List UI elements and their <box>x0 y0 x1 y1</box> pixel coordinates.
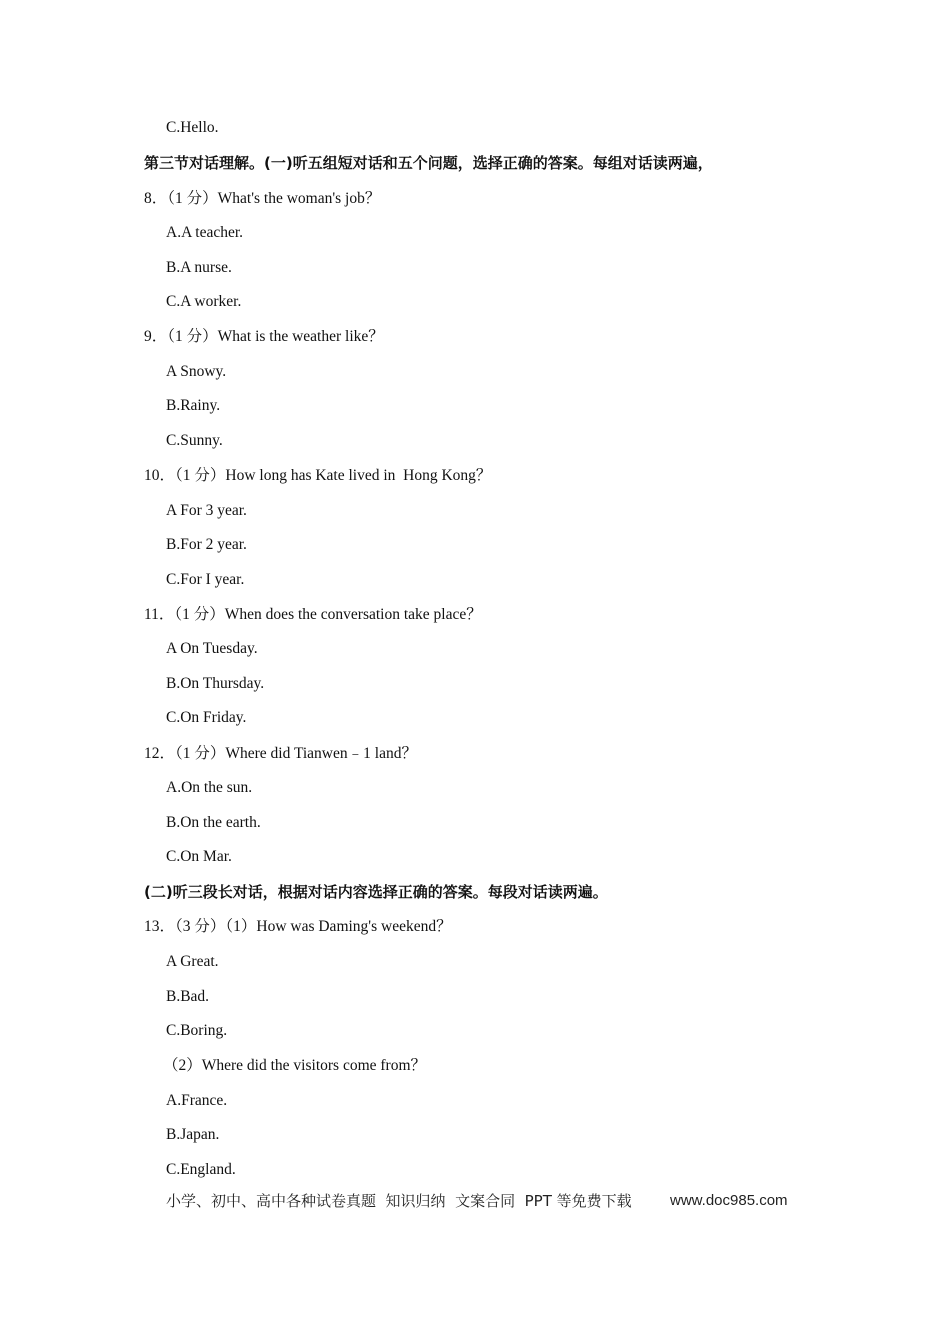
question-text: （2）Where did the visitors come from？ <box>163 1057 427 1074</box>
answer-option: A For 3 year. <box>166 502 247 519</box>
section-heading: (二)听三段长对话，根据对话内容选择正确的答案。每段对话读两遍。 <box>144 883 608 901</box>
answer-option: C.Hello. <box>166 119 219 136</box>
answer-option: B.Bad. <box>166 988 210 1005</box>
answer-option: B.For 2 year. <box>166 536 247 553</box>
question-text: 11．（1 分）When does the conversation take place？ <box>144 606 482 623</box>
section-heading: 第三节对话理解。(一)听五组短对话和五个问题，选择正确的答案。每组对话读两遍， <box>144 154 713 172</box>
answer-option: A Snowy. <box>166 363 227 380</box>
answer-option: A.On the sun. <box>166 779 253 796</box>
question-text: 9．（1 分）What is the weather like？ <box>144 328 384 345</box>
footer-link[interactable]: www.doc985.com <box>670 1192 788 1209</box>
answer-option: C.Boring. <box>166 1022 228 1039</box>
answer-option: A Great. <box>166 953 219 970</box>
answer-option: A.France. <box>166 1092 228 1109</box>
question-text: 12．（1 分）Where did Tianwen﹣1 land？ <box>144 745 417 762</box>
answer-option: B.On Thursday. <box>166 675 265 692</box>
answer-option: B.A nurse. <box>166 259 232 276</box>
answer-option: B.On the earth. <box>166 814 261 831</box>
question-text: 10．（1 分）How long has Kate lived in Hong Kong？ <box>144 467 492 484</box>
answer-option: B.Japan. <box>166 1126 220 1143</box>
answer-option: A.A teacher. <box>166 224 244 241</box>
answer-option: C.England. <box>166 1161 236 1178</box>
question-text: 8．（1 分）What's the woman's job？ <box>144 190 381 207</box>
answer-option: C.For I year. <box>166 571 245 588</box>
answer-option: C.Sunny. <box>166 432 223 449</box>
answer-option: C.On Friday. <box>166 709 247 726</box>
answer-option: B.Rainy. <box>166 397 221 414</box>
question-text: 13．（3 分）（1）How was Daming's weekend？ <box>144 918 452 935</box>
answer-option: C.On Mar. <box>166 848 232 865</box>
answer-option: C.A worker. <box>166 293 242 310</box>
answer-option: A On Tuesday. <box>166 640 258 657</box>
footer-text: 小学、初中、高中各种试卷真题 知识归纳 文案合同 PPT 等免费下载 <box>166 1192 632 1210</box>
